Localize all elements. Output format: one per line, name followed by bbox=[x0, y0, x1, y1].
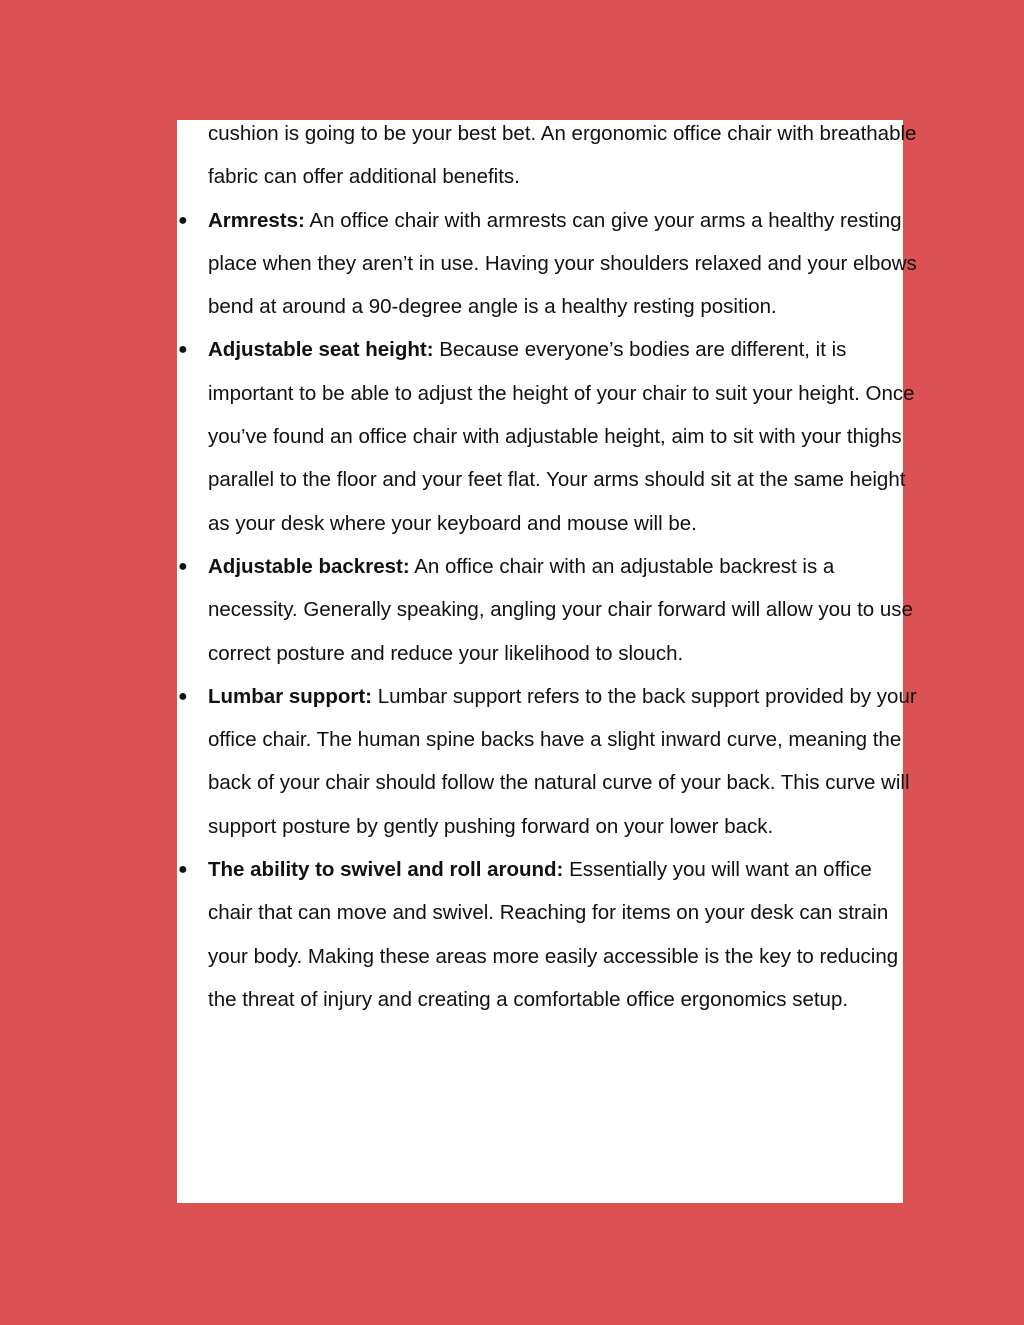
list-item-term: Adjustable backrest: bbox=[208, 554, 410, 578]
list-item-lumbar-support bbox=[178, 675, 918, 848]
list-item-backrest bbox=[178, 545, 918, 675]
bullet-icon: ● bbox=[178, 861, 188, 879]
list-item-term: Lumbar support: bbox=[208, 684, 372, 708]
bullet-icon: ● bbox=[178, 211, 188, 229]
list-item-text: Because everyone’s bodies are different, it is important to be able to adjust the height of your chair to suit your height. Once you’ve found an office chair with adjustable height, aim to sit with your thighs parallel to the floor and your feet flat. Your arms should sit at the same height as your desk where your keyboard and mouse will be. bbox=[208, 338, 915, 535]
list-item-text: Essentially you will want an office chair that can move and swivel. Reaching for items on your desk can strain your body. Making these areas more easily accessible is the key to reducing the threat of injury and creating a comfortable office ergonomics setup. bbox=[208, 858, 899, 1011]
bullet-icon: ● bbox=[178, 687, 188, 705]
bullet-icon: ● bbox=[178, 557, 188, 575]
list-item-armrests bbox=[178, 199, 918, 329]
bullet-icon: ● bbox=[178, 341, 188, 359]
list-item-text: An office chair with armrests can give your arms a healthy resting place when they aren’t in use. Having your shoulders relaxed and your elbows bend at around a 90-degree angle is a healthy resting position. bbox=[208, 208, 917, 319]
list-item-term: Adjustable seat height: bbox=[208, 338, 434, 362]
intro-text: cushion is going to be your best bet. An ergonomic office chair with breathable fabric can offer additional benefits. bbox=[208, 122, 917, 189]
list-item-seat-height bbox=[178, 328, 918, 544]
list-item-term: Armrests: bbox=[208, 208, 305, 232]
intro-paragraph bbox=[178, 112, 918, 199]
document-content bbox=[178, 112, 918, 1021]
list-item-text: An office chair with an adjustable backrest is a necessity. Generally speaking, angling your chair forward will allow you to use correct posture and reduce your likelihood to slouch. bbox=[208, 554, 913, 665]
list-item-term: The ability to swivel and roll around: bbox=[208, 858, 564, 882]
list-item-text: Lumbar support refers to the back support provided by your office chair. The human spine backs have a slight inward curve, meaning the back of your chair should follow the natural curve of your back. This curve will support posture by gently pushing forward on your lower back. bbox=[208, 684, 917, 838]
list-item-swivel bbox=[178, 848, 918, 1021]
